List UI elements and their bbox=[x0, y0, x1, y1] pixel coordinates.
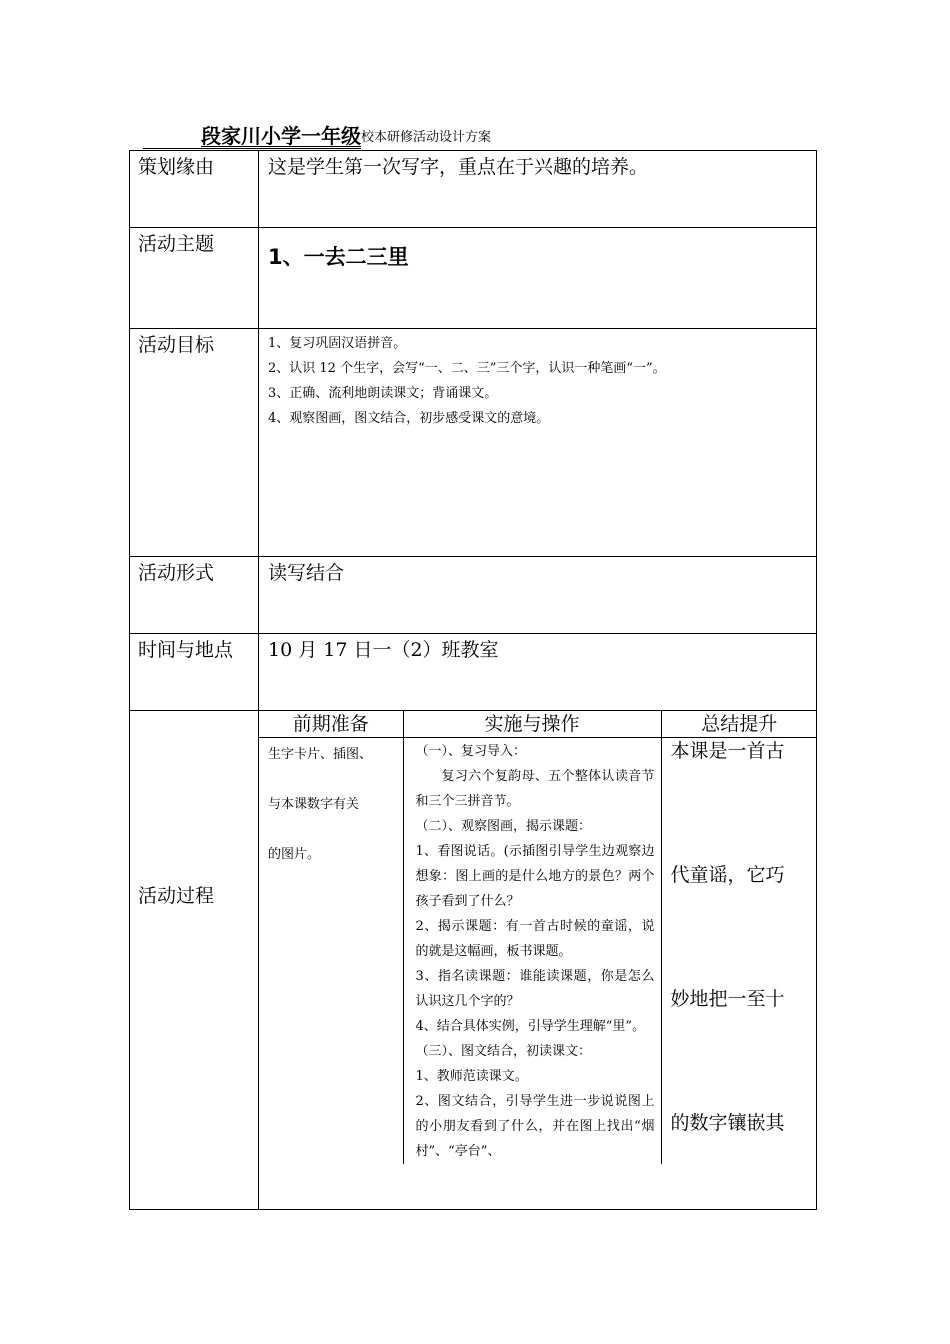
plan-table bbox=[129, 150, 817, 1210]
process-content bbox=[259, 711, 817, 1210]
process-label-cell bbox=[130, 711, 259, 1210]
impl-line: （二）、观察图画，揭示课题： bbox=[415, 819, 592, 834]
row-goals bbox=[130, 329, 817, 557]
form-value: 读写结合 bbox=[259, 557, 817, 634]
prep-line: 与本课数字有关 bbox=[268, 797, 360, 812]
impl-line: 4、结合具体实例，引导学生理解“里”。 bbox=[415, 1019, 646, 1034]
row-form bbox=[130, 557, 817, 634]
impl-line: 2、图文结合，引导学生进一步说说图上的小朋友看到了什么，并在图上找出“烟村”、“亭台”、 bbox=[415, 1094, 655, 1159]
planning-reason-value: 这是学生第一次写字，重点在于兴趣的培养。 bbox=[259, 151, 817, 228]
prep-line: 生字卡片、插图、 bbox=[268, 747, 373, 762]
planning-reason-label: 策划缘由 bbox=[130, 151, 259, 228]
summary-line: 代童谣，它巧 bbox=[670, 864, 785, 886]
process-table bbox=[259, 711, 817, 1164]
row-time-place bbox=[130, 634, 817, 711]
theme-label: 活动主题 bbox=[130, 228, 259, 329]
impl-line: 1、教师范读课文。 bbox=[415, 1069, 528, 1084]
form-label: 活动形式 bbox=[130, 557, 259, 634]
summary-cell bbox=[661, 738, 817, 1165]
page-title bbox=[143, 124, 703, 150]
prep-line: 的图片。 bbox=[268, 847, 321, 862]
document-title: 校本研修活动设计方案 bbox=[361, 130, 492, 145]
school-name: 段家川小学一年级 bbox=[143, 124, 361, 149]
process-header-row bbox=[259, 711, 817, 738]
header-summary: 总结提升 bbox=[661, 711, 817, 738]
goal-item: 1、复习巩固汉语拼音。 bbox=[268, 336, 407, 351]
summary-line: 本课是一首古 bbox=[670, 740, 785, 762]
goals-label: 活动目标 bbox=[130, 329, 259, 557]
header-implementation: 实施与操作 bbox=[403, 711, 661, 738]
row-theme bbox=[130, 228, 817, 329]
row-planning-reason bbox=[130, 151, 817, 228]
goal-item: 3、正确、流利地朗读课文；背诵课文。 bbox=[268, 386, 498, 401]
impl-line: 复习六个复韵母、五个整体认读音节和三个三拼音节。 bbox=[415, 769, 655, 809]
goal-item: 2、认识 12 个生字，会写“一、二、三”三个字，认识一种笔画“一”。 bbox=[268, 361, 666, 376]
summary-line: 的数字镶嵌其 bbox=[670, 1112, 785, 1134]
impl-line: （三）、图文结合，初读课文： bbox=[415, 1044, 592, 1059]
summary-line: 妙地把一至十 bbox=[670, 988, 785, 1010]
preparation-cell bbox=[259, 738, 403, 1165]
time-place-value: 10 月 17 日一（2）班教室 bbox=[259, 634, 817, 711]
time-place-label: 时间与地点 bbox=[130, 634, 259, 711]
implementation-cell bbox=[403, 738, 661, 1165]
impl-line: 3、指名读课题：谁能读课题，你是怎么认识这几个字的？ bbox=[415, 969, 655, 1009]
impl-line: （一）、复习导入： bbox=[415, 744, 527, 759]
process-label: 活动过程 bbox=[138, 884, 215, 907]
goal-item: 4、观察图画，图文结合，初步感受课文的意境。 bbox=[268, 411, 550, 426]
row-process bbox=[130, 711, 817, 1210]
header-preparation: 前期准备 bbox=[259, 711, 403, 738]
impl-line: 2、揭示课题：有一首古时候的童谣，说的就是这幅画，板书课题。 bbox=[415, 919, 655, 959]
goals-list bbox=[259, 329, 817, 557]
impl-line: 1、看图说话。(示插图引导学生边观察边想象：图上画的是什么地方的景色？两个孩子看到了什么？ bbox=[415, 844, 655, 909]
process-body-row bbox=[259, 738, 817, 1165]
theme-value: 1、一去二三里 bbox=[259, 228, 817, 329]
